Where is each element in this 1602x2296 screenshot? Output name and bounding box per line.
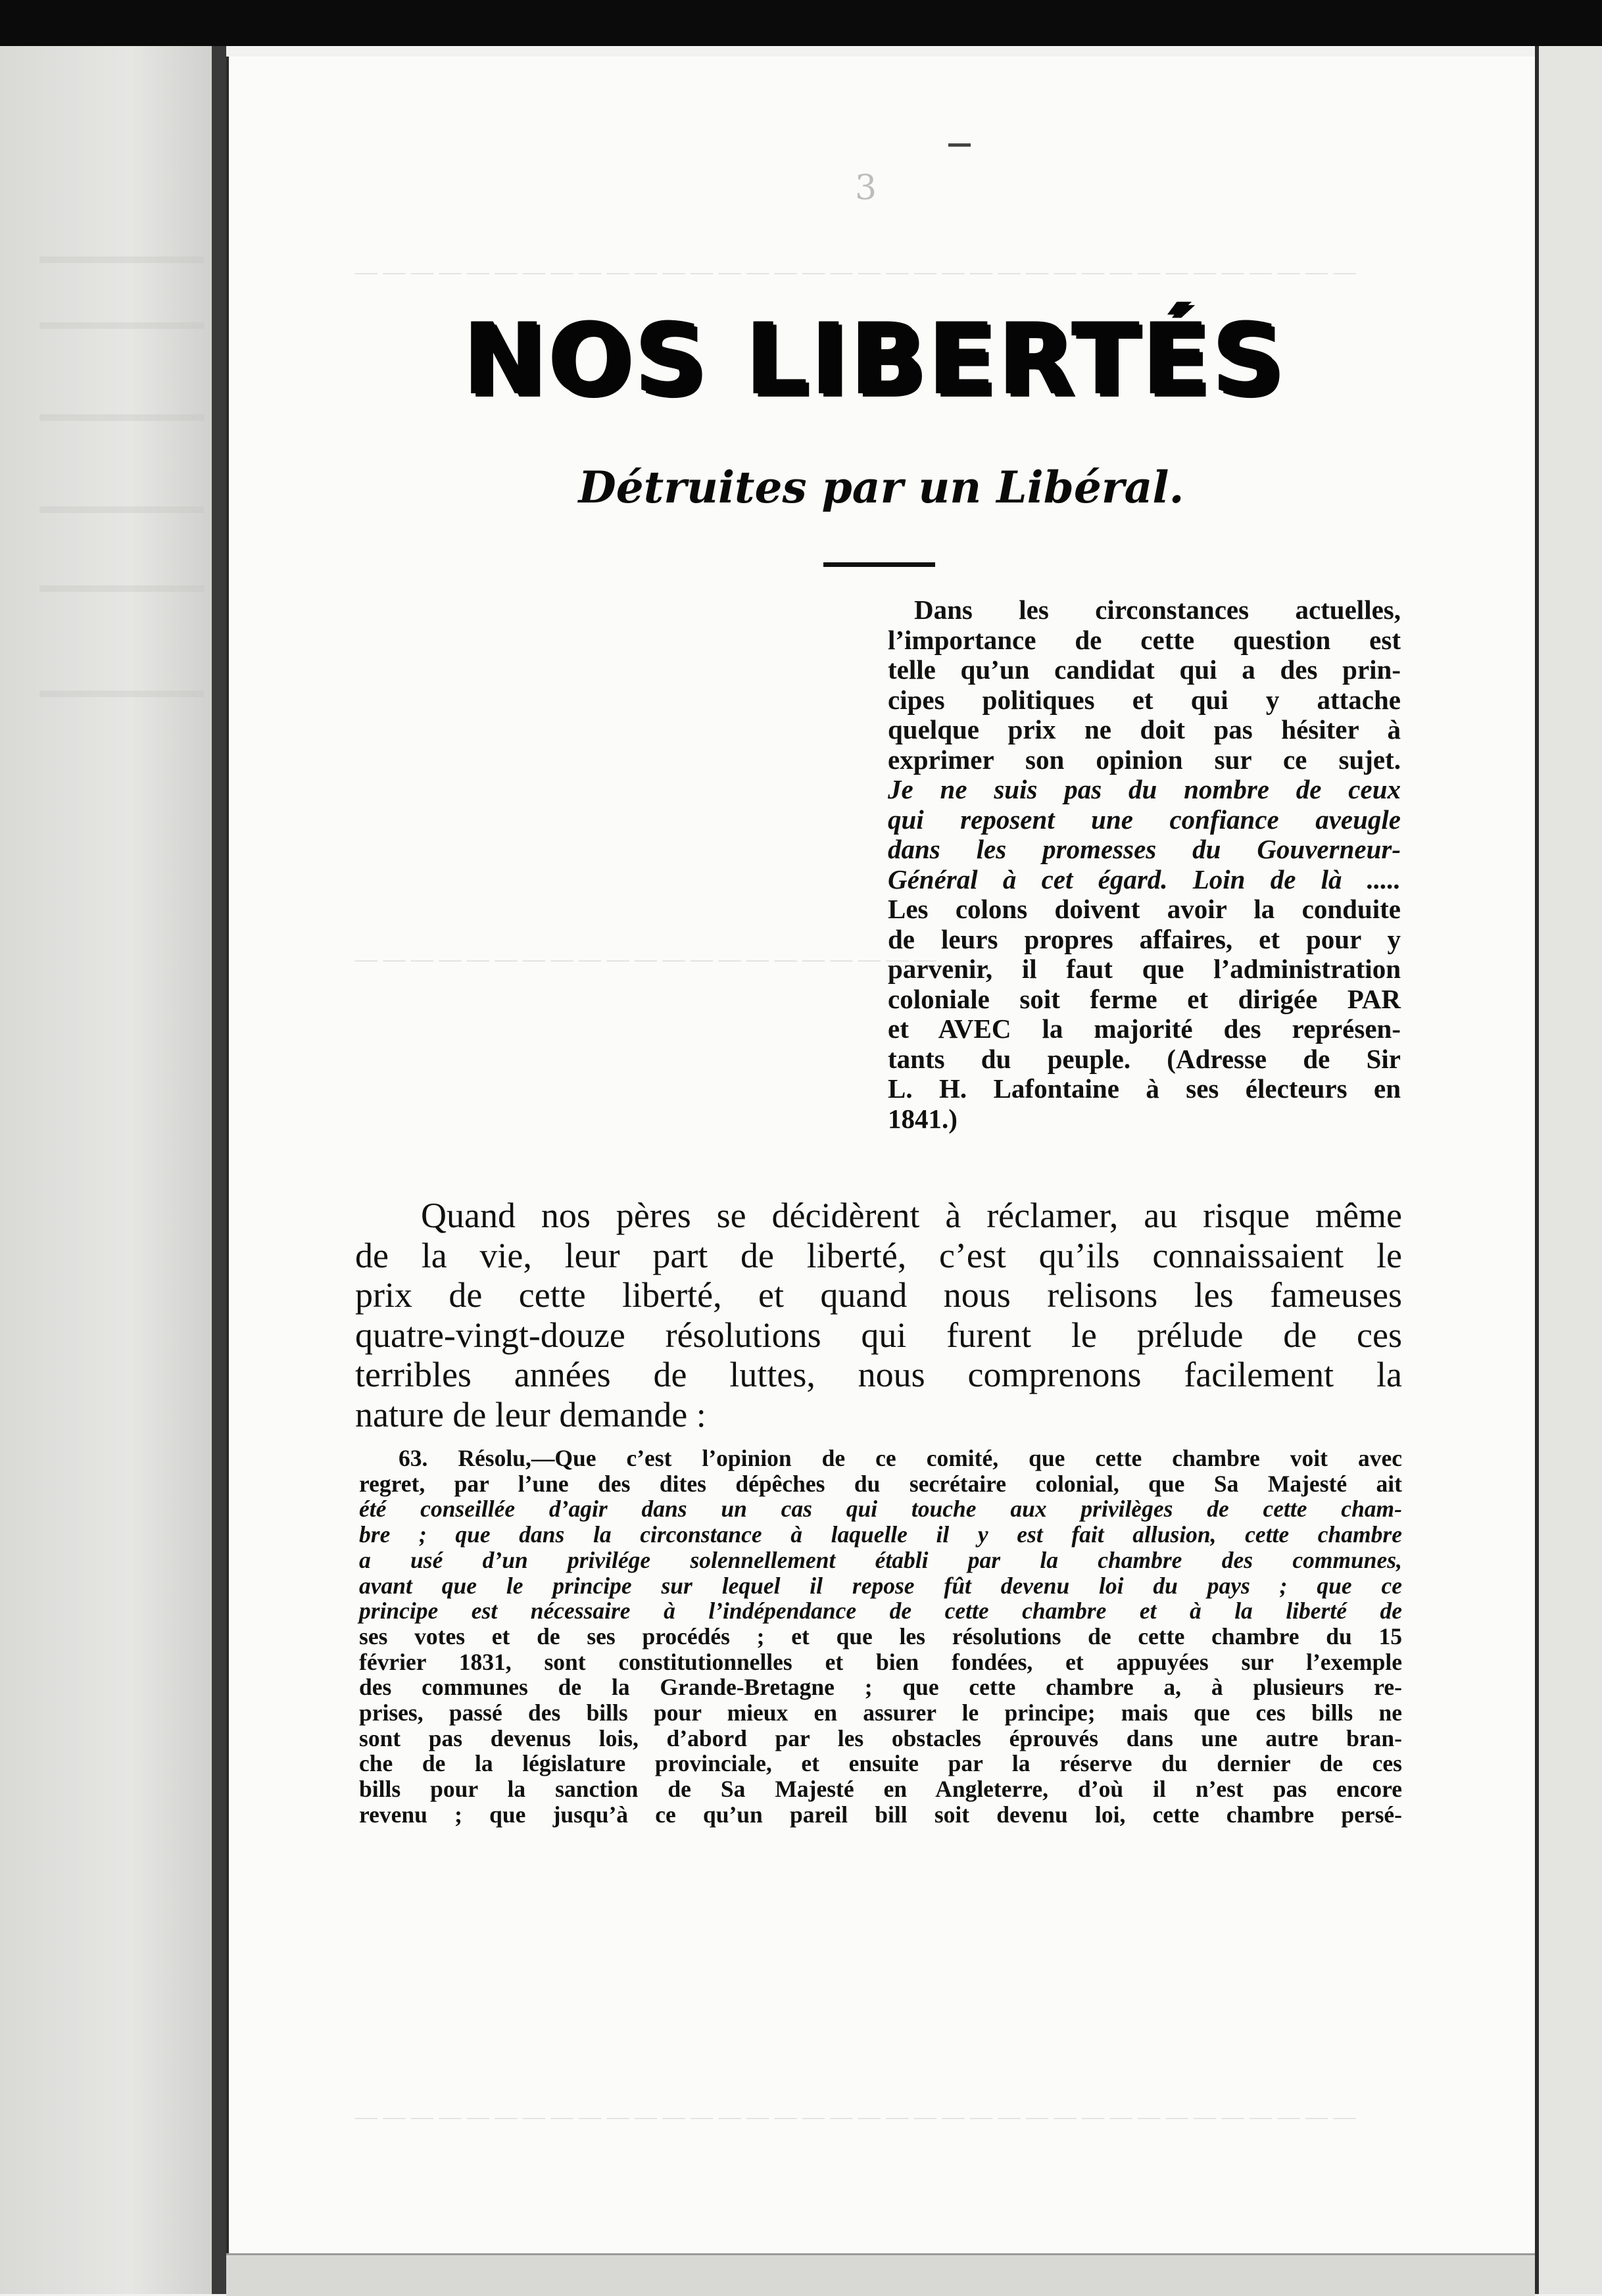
epigraph-line: l’importance de cette question est [888,624,1401,655]
epigraph-line: cipes politiques et qui y attache [888,684,1401,715]
page-number: 3 [855,168,877,208]
epigraph-line: et AVEC la majorité des représen- [888,1014,1401,1044]
epigraph-line: coloniale soit ferme et dirigée PAR [888,983,1401,1014]
epigraph-line: Général à cet égard. Loin de là ..... [888,864,1401,894]
epigraph-line: Je ne suis pas du nombre de ceux [888,774,1401,804]
resolution-line: che de la législature provinciale, et ensuite par la réserve du dernier de ces [359,1750,1402,1777]
top-mark [948,143,971,147]
epigraph-line: 1841.) [888,1103,958,1134]
resolution-line: regret, par l’une des dites dépêches du secrétaire colonial, que Sa Majesté ait [359,1470,1402,1497]
facing-page-edge [0,46,217,2294]
intro-line: terribles années de luttes, nous comprenons facilement la [355,1355,1402,1394]
intro-paragraph [355,1196,1402,1434]
scan-bottom-band [226,2253,1535,2296]
epigraph-line: quelque prix ne doit pas hésiter à [888,714,1401,745]
show-through-text: — — — — — — — — — — — — — — — — — — — — — [355,947,936,971]
intro-line: quatre-vingt-douze résolutions qui furent le prélude de ces [355,1315,1402,1355]
epigraph-line: de leurs propres affaires, et pour y [888,923,1401,954]
book-gutter [212,46,226,2294]
epigraph-line: Les colons doivent avoir la conduite [888,894,1401,924]
resolution-line: février 1831, sont constitutionnelles et bien fondées, et appuyées sur l’exemple [359,1648,1402,1675]
intro-line: nature de leur demande : [355,1394,706,1434]
intro-line: prix de cette liberté, et quand nous relisons les fameuses [355,1275,1402,1315]
epigraph-line: qui reposent une confiance aveugle [888,804,1401,835]
resolution-line: revenu ; que jusqu’à ce qu’un pareil bill soit devenu loi, cette chambre persé- [359,1801,1402,1828]
resolution-line: a usé d’un privilége solennellement établi par la chambre des communes, [359,1546,1402,1573]
resolution-line: des communes de la Grande-Bretagne ; que cette chambre a, à plusieurs re- [359,1674,1402,1701]
show-through-text: — — — — — — — — — — — — — — — — — — — — — — — — — — — — — — — — — — — — [355,2105,1356,2129]
resolution-line: sont pas devenus lois, d’abord par les obstacles éprouvés dans une autre bran- [359,1724,1402,1751]
resolution-line: bills pour la sanction de Sa Majesté en Angleterre, d’où il n’est pas encore [359,1776,1402,1803]
epigraph-line: parvenir, il faut que l’administration [888,954,1401,984]
scan-top-band [0,0,1602,46]
resolution-line: avant que le principe sur lequel il repose fût devenu loi du pays ; que ce [359,1572,1402,1599]
epigraph-line: telle qu’un candidat qui a des prin- [888,654,1401,685]
show-through-text: — — — — — — — — — — — — — — — — — — — — — — — — — — — — — — — — — — — — [355,260,1356,284]
title-rule [823,562,935,567]
resolution-line: été conseillée d’agir dans un cas qui touche aux privilèges de cette cham- [359,1496,1402,1523]
article-subtitle: Détruites par un Libéral. [578,462,1184,513]
intro-line: de la vie, leur part de liberté, c’est qu’ils connaissaient le [355,1235,1402,1275]
resolution-line: ses votes et de ses procédés ; et que les résolutions de cette chambre du 15 [359,1623,1402,1649]
resolution-line: bre ; que dans la circonstance à laquelle il y est fait allusion, cette chambre [359,1521,1402,1548]
resolution-line: principe est nécessaire à l’indépendance de cette chambre et à la liberté de [359,1598,1402,1624]
epigraph-line: dans les promesses du Gouverneur- [888,834,1401,864]
epigraph-line: Dans les circonstances actuelles, [914,595,1401,625]
resolution-line: prises, passé des bills pour mieux en assurer le principe; mais que ces bills ne [359,1699,1402,1726]
epigraph-line: tants du peuple. (Adresse de Sir [888,1043,1401,1074]
resolution-63 [359,1446,1402,1828]
right-page-edge [1535,46,1602,2294]
epigraph-line: exprimer son opinion sur ce sujet. [888,744,1401,775]
epigraph [888,595,1401,1134]
epigraph-line: L. H. Lafontaine à ses électeurs en [888,1073,1401,1104]
intro-line: Quand nos pères se décidèrent à réclamer, au risque même [421,1196,1402,1235]
resolution-line: 63. Résolu,—Que c’est l’opinion de ce comité, que cette chambre voit avec [399,1445,1402,1471]
article-title: NOS LIBERTÉS [463,303,1286,417]
